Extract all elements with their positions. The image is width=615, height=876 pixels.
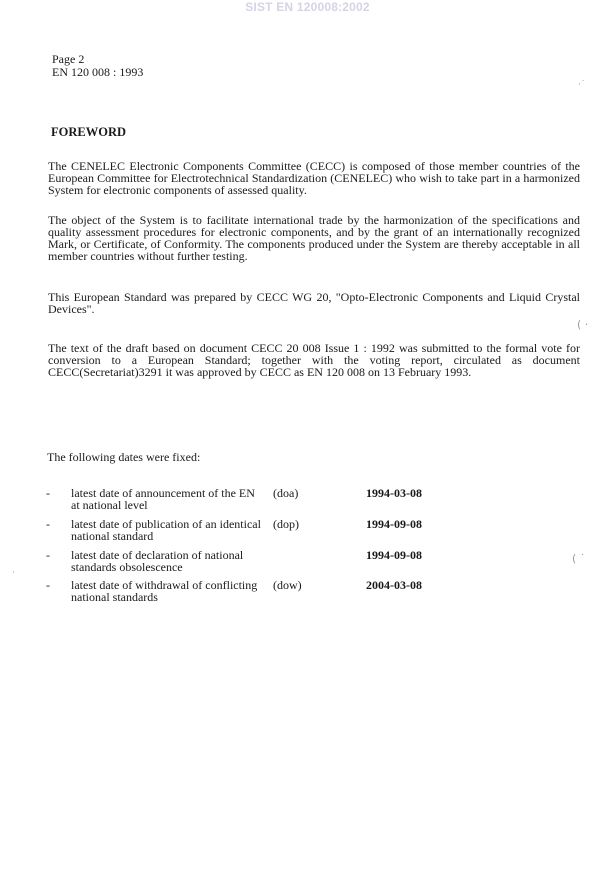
date-abbreviation: (dop) (273, 517, 299, 531)
date-row (0, 518, 615, 546)
date-row (0, 549, 615, 577)
paragraph-cecc: The CENELEC Electronic Components Committee (CECC) is composed of those member countries of the European Committee for Electrotechnical Standardization (CENELEC) who wish to take part in a harmonized System for electronic components of assessed quality. (48, 159, 580, 197)
dates-intro: The following dates were fixed: (47, 450, 201, 464)
scan-speck: ·˙ (578, 80, 586, 90)
list-dash: - (46, 517, 50, 531)
paragraph-object: The object of the System is to facilitate international trade by the harmonization of the specifications and quality assessment procedures for electronic components, and by the grant of an internationally recognized Mark, or Certificate, of Conformity. The components produced under the System are thereby acceptable in all member countries without further testing. (48, 213, 580, 263)
scan-speck: ( ˙ (572, 552, 586, 565)
date-value: 1994-09-08 (366, 548, 422, 562)
date-row (0, 579, 615, 607)
document-id: EN 120 008 : 1993 (52, 65, 144, 79)
page-number: Page 2 (52, 52, 85, 66)
date-description: latest date of announcement of the EN at national level (71, 486, 255, 512)
section-title: FOREWORD (51, 125, 126, 139)
paragraph-draft: The text of the draft based on document CECC 20 008 Issue 1 : 1992 was submitted to the formal vote for conversion to a European Standard; together with the voting report, circulated as document CECC(Secretariat)3291 it was approved by CECC as EN 120 008 on 13 February 1993. (48, 341, 580, 379)
list-dash: - (46, 486, 50, 500)
paragraph-prepared: This European Standard was prepared by CECC WG 20, "Opto-Electronic Components and Liquid Crystal Devices". (48, 290, 580, 316)
date-description: latest date of withdrawal of conflicting national standards (71, 578, 258, 604)
date-description: latest date of publication of an identical national standard (71, 517, 261, 543)
date-value: 1994-03-08 (366, 486, 422, 500)
date-abbreviation: (doa) (273, 486, 299, 500)
date-abbreviation: (dow) (273, 578, 302, 592)
scan-speck: · (12, 568, 15, 578)
date-value: 2004-03-08 (366, 578, 422, 592)
date-description: latest date of declaration of national standards obsolescence (71, 548, 244, 574)
list-dash: - (46, 578, 50, 592)
date-row (0, 487, 615, 515)
list-dash: - (46, 548, 50, 562)
date-value: 1994-09-08 (366, 517, 422, 531)
scan-speck: ( · (577, 318, 589, 331)
watermark: SIST EN 120008:2002 (245, 0, 370, 14)
